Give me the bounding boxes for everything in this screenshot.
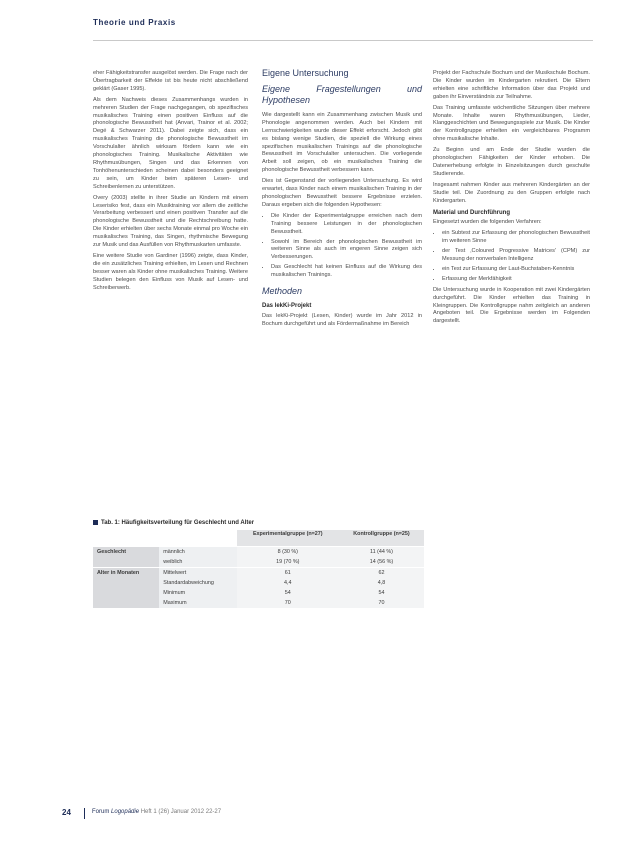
hypotheses-list <box>262 213 422 280</box>
column-2 <box>262 70 422 332</box>
table-corner-cell <box>159 530 236 547</box>
subsection-heading: Eigene Fragestellungen und Hypothesen <box>262 83 422 105</box>
journal-issue: Heft 1 (26) Januar 2012 22-27 <box>140 809 222 815</box>
table-marker-icon <box>93 520 98 525</box>
table-title <box>93 520 423 526</box>
material-item: • ein Test zur Erfassung der Laut-Buchstaben-Kenntnis <box>442 266 590 274</box>
col3-paragraph: Das Training umfasste wöchentliche Sitzungen über mehrere Monate. Inhalte waren Rhythmusübungen, Lieder, Klanggeschichten und Bewegungsspiele zur Musik. Die Kinder der Kontrollgruppe erhielten ein vergleichbares Programm ohne musikalische Inhalte. <box>433 104 590 143</box>
table-sub-label: männlich <box>159 547 236 558</box>
table-cell: 14 (56 %) <box>339 557 424 568</box>
col2-paragraph: Wie dargestellt kann ein Zusammenhang zwischen Musik und Phonologie angenommen werden. Auch bei Kindern mit Lernschwierigkeiten wurde dieser Effekt erforscht. Jedoch gibt es bislang wenige Studien, die speziell die Wirkung eines spezifischen musikalischen Trainings auf die phonologische Bewusstheit im Vorschulalter untersuchen. Die vorliegende Arbeit soll zeigen, ob ein musikalisches Training die phonologische Bewusstheit verbessern kann. <box>262 111 422 174</box>
hypothesis-item: • Das Geschlecht hat keinen Einfluss auf die Wirkung des musikalischen Trainings. <box>271 264 422 280</box>
table-col-header: Experimentalgruppe (n=27) <box>237 530 339 547</box>
table-row <box>93 598 424 608</box>
col2-paragraph: Dies ist Gegenstand der vorliegenden Untersuchung. Es wird erwartet, dass Kinder nach einem musikalischen Training in der phonologischen Bewusstheit bessere Ergebnisse erzielen. Daraus ergeben sich die folgenden Hypothesen: <box>262 178 422 208</box>
table-group-label <box>93 578 159 588</box>
table-header-row <box>93 530 424 547</box>
table-cell: 4,8 <box>339 578 424 588</box>
col1-paragraph: eher Fähigkeitstransfer ausgelöst werden. Die Frage nach der Übertragbarkeit der Effekte ist bis heute nicht abschließend geklärt (Gaser 1995). <box>93 70 248 92</box>
hypothesis-item: • Sowohl im Bereich der phonologischen Bewusstheit im weiteren Sinne als auch im engeren Sinne zeigen sich Verbesserungen. <box>271 239 422 263</box>
section-title: Theorie und Praxis <box>93 18 176 27</box>
column-1 <box>93 70 248 295</box>
table-title-text: Tab. 1: Häufigkeitsverteilung für Geschlecht und Alter <box>101 520 255 527</box>
header-bar <box>93 18 593 41</box>
col1-paragraph: Eine weitere Studie von Gardiner (1996) zeigte, dass Kinder, die ein zusätzliches Training erhielten, im Lesen und Rechnen besser waren als Kinder ohne musikalisches Training. Weitere Studien belegen den Einfluss von Musik auf Lesen- und Schreiberwerb. <box>93 252 248 291</box>
col3-paragraph: Zu Beginn und am Ende der Studie wurden die phonologischen Fähigkeiten der Kinder erhoben. Die Datenerhebung erfolgte in Einzelsitzungen durch geschulte Studierende. <box>433 147 590 177</box>
material-heading: Material und Durchführung <box>433 209 510 216</box>
material-item: • der Test ‚Coloured Progressive Matrices' (CPM) zur Messung der nonverbalen Intelligenz <box>442 248 590 264</box>
col1-paragraph: Als dem Nachweis dieses Zusammenhangs wurden in mehreren Studien der Frage nachgegangen, ob spezifisches musikalisches Training einen positiven Einfluss auf die phonologische Bewusstheit hat (Anvari, Trainor et al. 2002; Degé & Schwarzer 2011). Dabei zeigte sich, dass ein musikalisches Training die phonologische Bewusstheit im Vorschulalter ähnlich wirksam fördern kann wie ein phonologisches Training. Musikalische Aktivitäten wie Rhythmusübungen, Singen und das Erkennen von Tonhöhenunterschieden scheinen dabei besonders geeignet zu sein, um Kinder beim späteren Lesen- und Schreibenlernen zu unterstützen. <box>93 96 248 190</box>
material-item: • ein Subtest zur Erfassung der phonologischen Bewusstheit im weiteren Sinne <box>442 230 590 246</box>
table-row <box>93 568 424 579</box>
material-intro: Eingesetzt wurden die folgenden Verfahren: <box>433 219 542 226</box>
footer-divider <box>84 808 85 819</box>
material-item: • Erfassung der Merkfähigkeit <box>442 276 590 284</box>
table-cell: 62 <box>339 568 424 579</box>
table-group-label: Alter in Monaten <box>93 568 159 579</box>
material-list <box>433 230 590 283</box>
table-cell: 54 <box>339 588 424 598</box>
table-cell: 11 (44 %) <box>339 547 424 558</box>
table-cell: 54 <box>237 588 339 598</box>
section-heading: Eigene Untersuchung <box>262 68 349 78</box>
journal-reference <box>92 809 221 815</box>
table-corner-cell <box>93 530 159 547</box>
project-heading: Das lekKi-Projekt <box>262 303 312 310</box>
table-row <box>93 588 424 598</box>
table-row <box>93 547 424 558</box>
table-sub-label: weiblich <box>159 557 236 568</box>
table-cell: 4,4 <box>237 578 339 588</box>
table-col-header: Kontrollgruppe (n=25) <box>339 530 424 547</box>
table-group-label <box>93 588 159 598</box>
page-number: 24 <box>62 808 71 817</box>
table-cell: 8 (30 %) <box>237 547 339 558</box>
col1-paragraph: Overy (2003) stellte in ihrer Studie an Kindern mit einem Leserisiko fest, dass ein Musiktraining vor allem die zeitliche Verarbeitung verbessert und einen positiven Transfer auf die phonologische Bewusstheit und die Rechtschreibung hatte. Die Kinder erhielten über sechs Monate einmal pro Woche ein musikalisches Training, das Singen, rhythmische Bewegung zur Musik und das Ausfüllen von Rhythmuskarten umfasste. <box>93 194 248 249</box>
table-cell: 70 <box>237 598 339 608</box>
table-sub-label: Minimum <box>159 588 236 598</box>
table-cell: 61 <box>237 568 339 579</box>
journal-brand <box>92 809 139 815</box>
hypothesis-item: • Die Kinder der Experimentalgruppe erreichen nach dem Training bessere Leistungen in der phonologischen Bewusstheit. <box>271 213 422 237</box>
methods-heading: Methoden <box>262 286 303 297</box>
table-sub-label: Mittelwert <box>159 568 236 579</box>
project-text: Das lekKi-Projekt (Lesen, Kinder) wurde im Jahr 2012 in Bochum durchgeführt und als Fördermaßnahme im Bereich <box>262 312 422 327</box>
table-row <box>93 578 424 588</box>
col3-closing: Die Untersuchung wurde in Kooperation mit zwei Kindergärten durchgeführt. Die Kinder erhielten das Training in Kleingruppen. Die Kontrollgruppe nahm zeitgleich an anderen Angeboten teil. Die Ergebnisse werden im Folgenden dargestellt. <box>433 286 590 325</box>
table-group-label <box>93 598 159 608</box>
table-cell: 70 <box>339 598 424 608</box>
table-row <box>93 557 424 568</box>
table-group-label: Geschlecht <box>93 547 159 558</box>
journal-prefix: Forum <box>92 809 112 815</box>
col3-paragraph: Projekt der Fachschule Bochum und der Musikschule Bochum. Die Kinder wurden im Kindergarten rekrutiert. Die Eltern erhielten eine schriftliche Information über das Projekt und gaben ihr Einverständnis zur Teilnahme. <box>433 70 590 100</box>
page-footer <box>62 808 602 822</box>
col3-paragraph: Insgesamt nahmen Kinder aus mehreren Kindergärten an der Studie teil. Die Zuordnung zu den Gruppen erfolgte nach Kindergarten. <box>433 181 590 204</box>
table-cell: 19 (70 %) <box>237 557 339 568</box>
frequency-table <box>93 530 424 608</box>
table-sub-label: Standardabweichung <box>159 578 236 588</box>
table-sub-label: Maximum <box>159 598 236 608</box>
column-3 <box>433 70 590 329</box>
table-group-label <box>93 557 159 568</box>
journal-name: Logopädie <box>111 809 140 815</box>
